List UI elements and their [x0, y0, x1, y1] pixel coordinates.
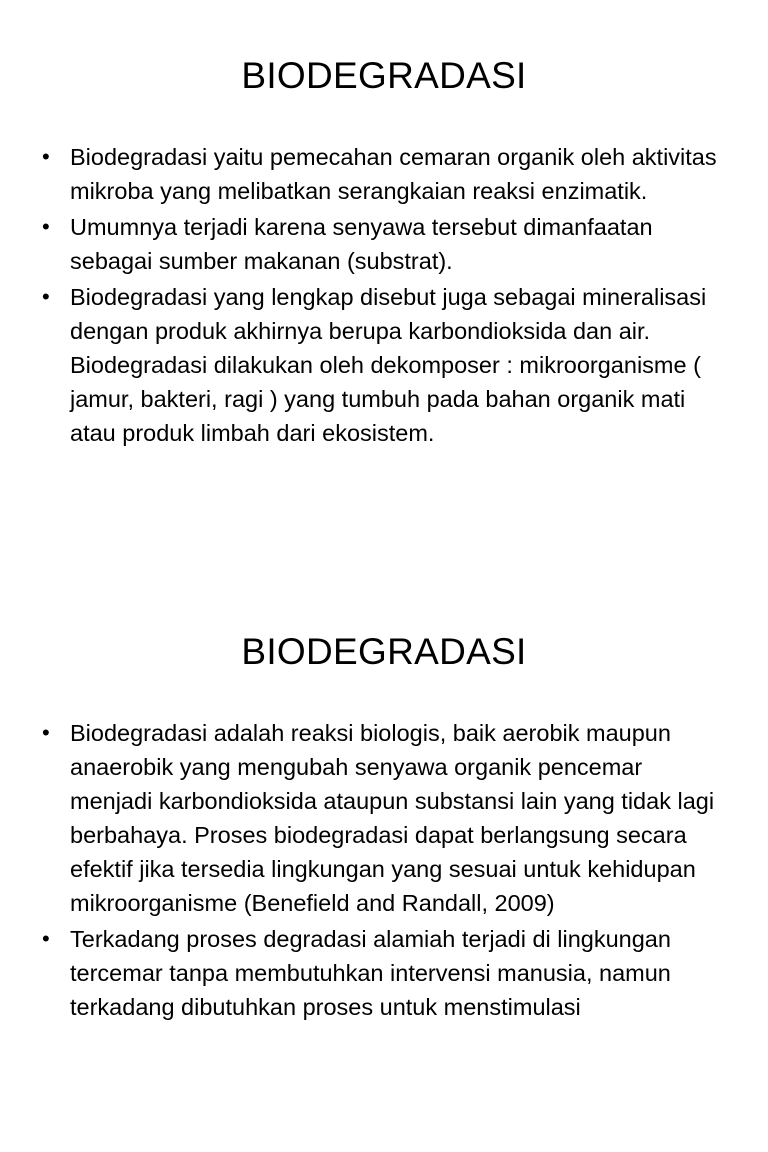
- bullet-text: Terkadang proses degradasi alamiah terjadi di lingkungan tercemar tanpa membutuhkan intervensi manusia, namun terkadang dibutuhkan proses untuk menstimulasi: [70, 926, 671, 1020]
- bullet-item: [40, 280, 720, 450]
- bullet-text: Biodegradasi yang lengkap disebut juga sebagai mineralisasi dengan produk akhirnya berupa karbondioksida dan air. Biodegradasi dilakukan oleh dekomposer : mikroorganisme ( jamur, bakteri, ragi ) yang tumbuh pada bahan organik mati atau produk limbah dari ekosistem.: [70, 284, 707, 446]
- bullet-item: [40, 140, 720, 208]
- slide-2: [0, 576, 768, 1152]
- bullet-icon: •: [42, 214, 50, 239]
- bullet-text: Biodegradasi yaitu pemecahan cemaran organik oleh aktivitas mikroba yang melibatkan serangkaian reaksi enzimatik.: [70, 144, 717, 204]
- slide-title: BIODEGRADASI: [241, 55, 527, 96]
- bullet-list: [40, 140, 720, 452]
- bullet-icon: •: [42, 144, 50, 169]
- bullet-item: [40, 716, 720, 920]
- bullet-icon: •: [42, 284, 50, 309]
- bullet-item: [40, 922, 720, 1024]
- bullet-text: Umumnya terjadi karena senyawa tersebut dimanfaatan sebagai sumber makanan (substrat).: [70, 214, 653, 274]
- slide-title: BIODEGRADASI: [241, 631, 527, 672]
- bullet-list: [40, 716, 720, 1026]
- bullet-icon: •: [42, 926, 50, 951]
- bullet-icon: •: [42, 720, 50, 745]
- bullet-text: Biodegradasi adalah reaksi biologis, baik aerobik maupun anaerobik yang mengubah senyawa organik pencemar menjadi karbondioksida ataupun substansi lain yang tidak lagi berbahaya. Proses biodegradasi dapat berlangsung secara efektif jika tersedia lingkungan yang sesuai untuk kehidupan mikroorganisme (Benefield and Randall, 2009): [70, 720, 715, 916]
- bullet-item: [40, 210, 720, 278]
